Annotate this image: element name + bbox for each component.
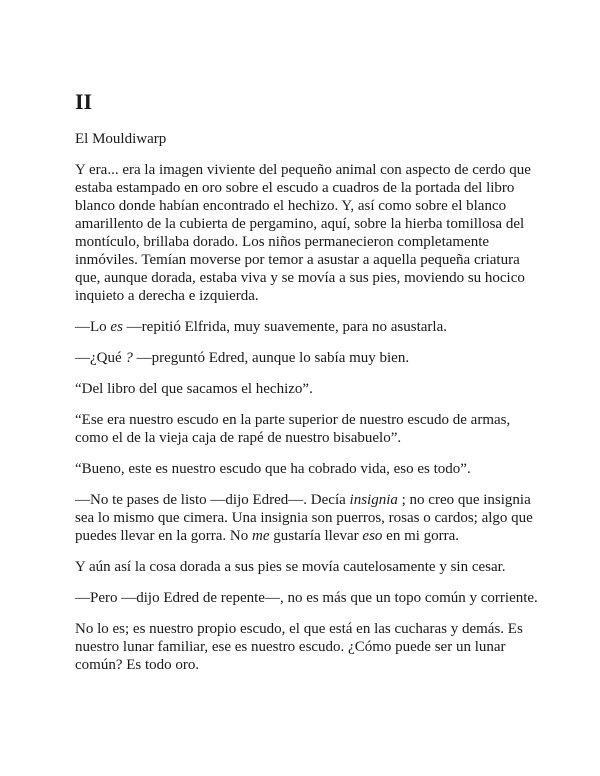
paragraph: Y era... era la imagen viviente del pequeño animal con aspecto de cerdo que estaba estampado en oro sobre el escudo a cuadros de la portada del libro blanco donde habían encontrado el hechizo. Y, así como sobre el blanco amarillento de la cubierta de pergamino, aquí, sobre la hierba tomillosa del montículo, brillaba dorado. Los niños permanecieron completamente inmóviles. Temían moverse por temor a asustar a aquella pequeña criatura que, aunque dorada, estaba viva y se movía a sus pies, moviendo su hocico inquieto a derecha e izquierda. [75,162,531,304]
chapter-title: El Mouldiwarp [75,131,167,147]
italic-segment: eso [362,528,383,544]
italic-segment: insignia [349,492,398,508]
paragraph: —Pero —dijo Edred de repente—, no es más que un topo común y corriente. [75,590,538,606]
text-segment: —No te pases de listo —dijo Edred—. Decía [75,492,350,508]
paragraph [75,318,545,336]
paragraph [75,349,545,367]
paragraph: “Bueno, este es nuestro escudo que ha cobrado vida, eso es todo”. [75,461,471,477]
text-segment: —Lo [75,319,111,335]
italic-segment: es [110,319,123,335]
paragraph: “Ese era nuestro escudo en la parte superior de nuestro escudo de armas, como el de la vieja caja de rapé de nuestro bisabuelo”. [75,412,511,446]
paragraph [75,491,545,545]
text-segment: ; no creo que insignia sea lo mismo que cimera. Una insignia son puerros, rosas o cardos; algo que puedes llevar en la gorra. No [75,492,533,544]
italic-segment: me [252,528,270,544]
italic-segment: ? [125,350,133,366]
text-segment: —repitió Elfrida, muy suavemente, para no asustarla. [122,319,447,335]
paragraph: Y aún así la cosa dorada a sus pies se movía cautelosamente y sin cesar. [75,559,506,575]
chapter-number: II [75,89,93,114]
text-segment: gustaría llevar [269,528,363,544]
text-segment: en mi gorra. [382,528,460,544]
text-segment: —preguntó Edred, aunque lo sabía muy bien. [132,350,410,366]
paragraph: “Del libro del que sacamos el hechizo”. [75,381,313,397]
text-segment: —¿Qué [75,350,126,366]
book-page [75,88,545,687]
paragraph: No lo es; es nuestro propio escudo, el que está en las cucharas y demás. Es nuestro lunar familiar, ese es nuestro escudo. ¿Cómo puede ser un lunar común? Es todo oro. [75,621,523,673]
